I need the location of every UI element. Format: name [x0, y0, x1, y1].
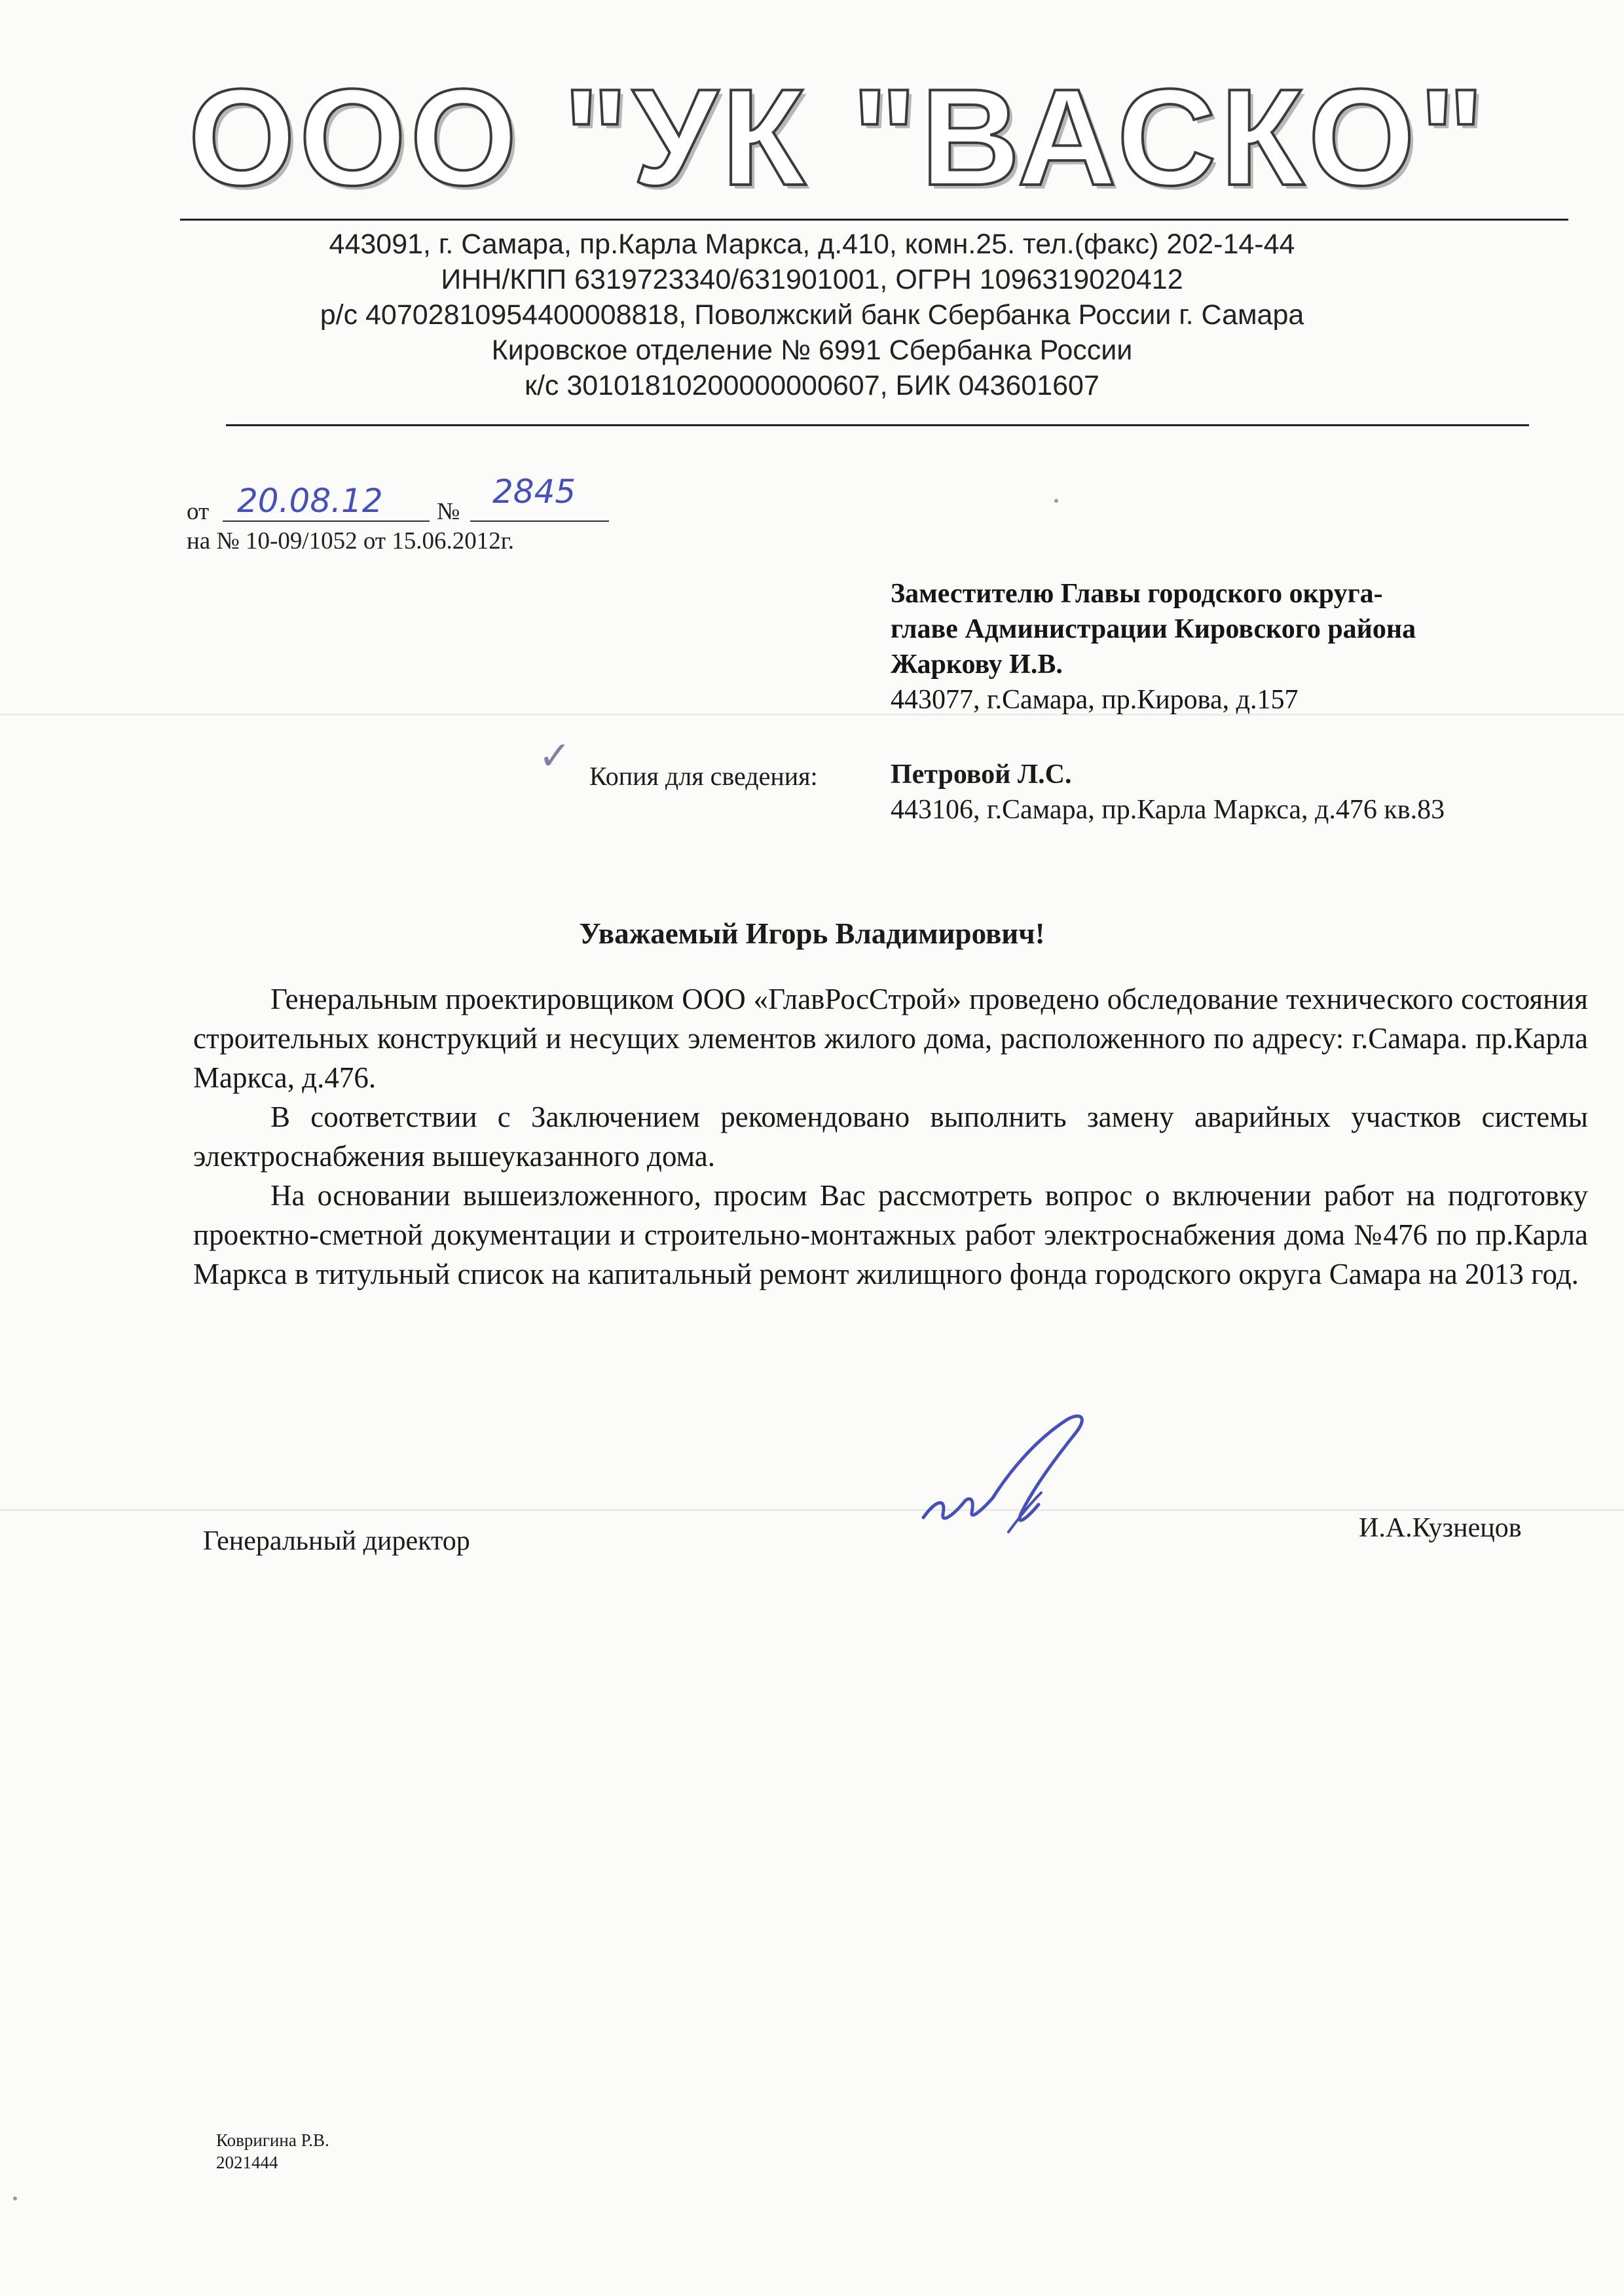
- letterhead-bottom-rule: [226, 424, 1529, 426]
- body-paragraph: В соответствии с Заключением рекомендовано выполнить замену аварийных участков системы электроснабжения вышеуказанного дома.: [193, 1101, 1588, 1173]
- requisites-line: р/с 40702810954400008818, Поволжский банк Сбербанка России г. Самара: [320, 299, 1304, 331]
- addressee-title: главе Администрации Кировского района: [891, 614, 1416, 644]
- number-label: №: [437, 498, 460, 525]
- reply-reference: на № 10-09/1052 от 15.06.2012г.: [187, 528, 515, 555]
- paper-fold: [0, 1509, 1624, 1511]
- check-mark-icon: ✓: [538, 733, 572, 779]
- requisites-line: Кировское отделение № 6991 Сбербанка России: [491, 335, 1133, 366]
- executor-name: Ковригина Р.В.: [216, 2130, 329, 2150]
- copy-recipient-name: Петровой Л.С.: [891, 759, 1072, 790]
- executor-block: [216, 2129, 329, 2174]
- addressee-address: 443077, г.Самара, пр.Кирова, д.157: [891, 685, 1299, 715]
- executor-phone: 2021444: [216, 2153, 278, 2172]
- signatory-name: И.А.Кузнецов: [1359, 1513, 1522, 1543]
- greeting: Уважаемый Игорь Владимирович!: [579, 917, 1045, 950]
- addressee-block: [891, 576, 1416, 718]
- addressee-title: Заместителю Главы городского округа-: [891, 579, 1383, 609]
- handwritten-date: 20.08.12: [237, 482, 383, 520]
- date-underline: [223, 520, 430, 522]
- handwritten-number: 2845: [492, 473, 576, 511]
- copy-recipient-block: [891, 757, 1445, 828]
- body-paragraph: Генеральным проектировщиком ООО «ГлавРосСтрой» проведено обследование технического состояния строительных конструкций и несущих элементов жилого дома, расположенного по адресу: г.Самара. пр.Карла Маркса, д.476.: [193, 983, 1588, 1094]
- handwritten-signature: [910, 1401, 1172, 1552]
- requisites-line: к/с 30101810200000000607, БИК 043601607: [525, 370, 1099, 401]
- letterhead-top-rule: [180, 219, 1568, 221]
- date-label: от: [187, 498, 210, 525]
- body-paragraph: На основании вышеизложенного, просим Вас рассмотреть вопрос о включении работ на подготовку проектно-сметной документации и строительно-монтажных работ электроснабжения дома №476 по пр.Карла Маркса в титульный список на капитальный ремонт жилищного фонда городского округа Самара на 2013 год.: [193, 1179, 1588, 1290]
- addressee-name: Жаркову И.В.: [891, 649, 1063, 680]
- copy-recipient-address: 443106, г.Самара, пр.Карла Маркса, д.476 кв.83: [891, 795, 1445, 825]
- requisites-line: ИНН/КПП 6319723340/631901001, ОГРН 1096319020412: [441, 264, 1183, 295]
- paper-speck: [13, 2196, 17, 2200]
- requisites-line: 443091, г. Самара, пр.Карла Маркса, д.410, комн.25. тел.(факс) 202-14-44: [329, 228, 1295, 260]
- company-requisites: [196, 227, 1428, 403]
- paper-speck: [1054, 499, 1058, 503]
- company-logo-title: ООО "УК "ВАСКО": [188, 60, 1488, 214]
- letter-body: [193, 979, 1588, 1294]
- signatory-position: Генеральный директор: [203, 1526, 470, 1556]
- number-underline: [470, 520, 609, 522]
- copy-label: Копия для сведения:: [589, 761, 818, 791]
